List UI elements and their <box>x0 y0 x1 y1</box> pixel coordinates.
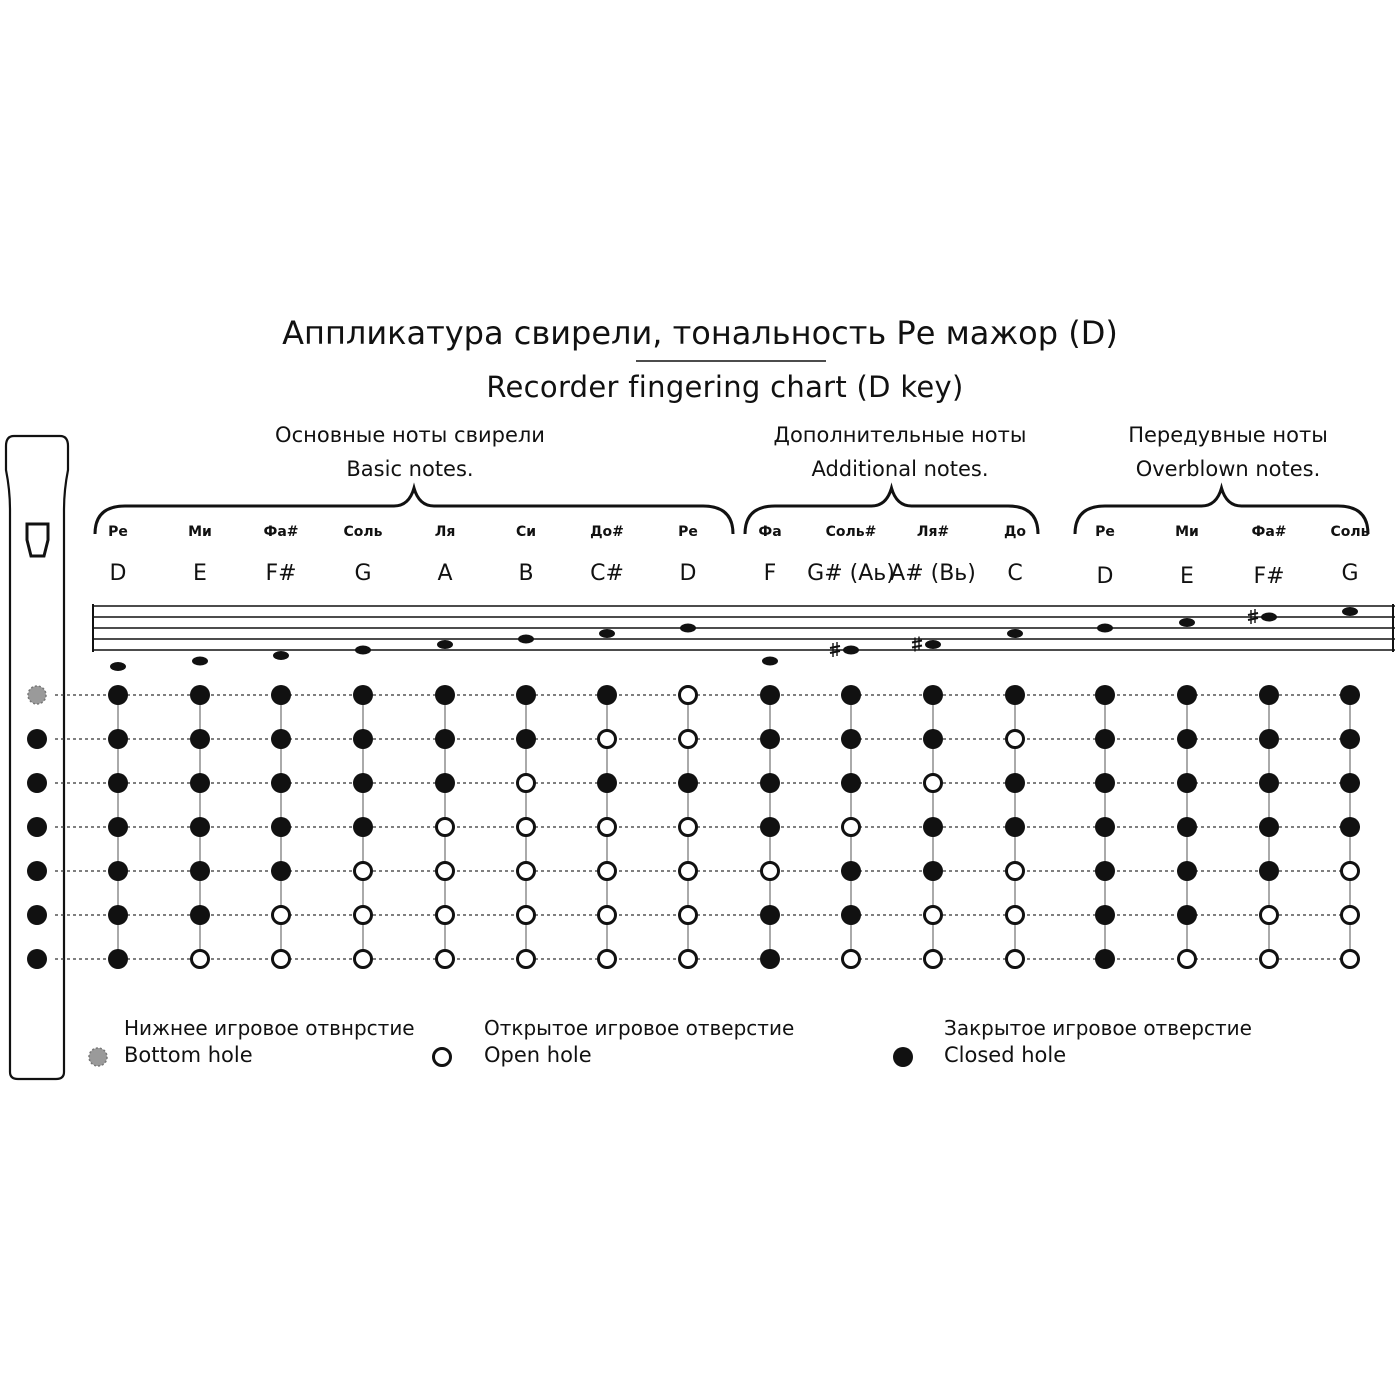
note-label-ru: Ре <box>108 524 128 540</box>
staff-note-head <box>1342 607 1358 616</box>
closed-hole <box>760 817 780 837</box>
note-label-en: E <box>193 561 207 586</box>
open-hole <box>1342 907 1359 924</box>
fingering-column <box>353 685 373 968</box>
group-overblown-en: Overblown notes. <box>1135 457 1321 481</box>
legend-open-ru: Открытое игровое отверстие <box>484 1016 795 1040</box>
open-hole <box>762 863 779 880</box>
closed-hole <box>923 685 943 705</box>
note-label-ru: Ми <box>1175 524 1199 540</box>
open-hole <box>680 731 697 748</box>
closed-hole <box>760 949 780 969</box>
note-label-en: D <box>679 561 697 586</box>
note-label-ru: Ре <box>678 524 698 540</box>
recorder-window-icon <box>27 524 48 556</box>
closed-hole <box>190 905 210 925</box>
closed-hole <box>1005 685 1025 705</box>
closed-hole <box>1259 729 1279 749</box>
note-label-en: C# <box>590 561 624 586</box>
closed-hole <box>435 729 455 749</box>
legend-open-hole-icon <box>434 1049 451 1066</box>
closed-hole <box>1340 773 1360 793</box>
closed-hole <box>271 861 291 881</box>
open-hole <box>273 951 290 968</box>
closed-hole <box>1095 949 1115 969</box>
note-label-ru: Соль <box>343 524 383 540</box>
closed-hole <box>1177 817 1197 837</box>
staff-note-head <box>1007 629 1023 638</box>
closed-hole <box>108 729 128 749</box>
fingering-column <box>435 685 455 968</box>
closed-hole <box>108 685 128 705</box>
open-hole <box>1342 863 1359 880</box>
recorder-bottom-hole <box>28 686 46 704</box>
staff-note-head <box>925 640 941 649</box>
open-hole <box>680 687 697 704</box>
open-hole <box>437 819 454 836</box>
staff-note-head <box>273 651 289 660</box>
recorder-finger-hole <box>27 817 47 837</box>
note-label-en: C <box>1007 561 1023 586</box>
closed-hole <box>1095 729 1115 749</box>
staff-note-head <box>192 657 208 666</box>
open-hole <box>437 907 454 924</box>
open-hole <box>192 951 209 968</box>
open-hole <box>1007 907 1024 924</box>
open-hole <box>273 907 290 924</box>
fingering-column <box>108 685 128 969</box>
staff-note-head <box>843 646 859 655</box>
staff-note-head <box>518 635 534 644</box>
note-label-en: F <box>763 561 777 586</box>
open-hole <box>1179 951 1196 968</box>
staff-note-head <box>110 662 126 671</box>
closed-hole <box>597 685 617 705</box>
closed-hole <box>1095 817 1115 837</box>
closed-hole <box>108 905 128 925</box>
note-label-en: D <box>1096 564 1114 589</box>
closed-hole <box>841 861 861 881</box>
closed-hole <box>1095 905 1115 925</box>
fingering-grid <box>55 685 1360 969</box>
open-hole <box>599 863 616 880</box>
closed-hole <box>271 817 291 837</box>
fingering-column <box>597 685 617 968</box>
recorder-finger-hole <box>27 861 47 881</box>
closed-hole <box>190 861 210 881</box>
open-hole <box>355 863 372 880</box>
closed-hole <box>1005 817 1025 837</box>
closed-hole <box>353 817 373 837</box>
recorder-finger-hole <box>27 773 47 793</box>
closed-hole <box>760 773 780 793</box>
closed-hole <box>1177 773 1197 793</box>
open-hole <box>599 907 616 924</box>
open-hole <box>355 907 372 924</box>
closed-hole <box>1340 685 1360 705</box>
legend-bottom-ru: Нижнее игровое отвнрстие <box>124 1016 415 1040</box>
music-staff <box>93 604 1395 671</box>
note-label-ru: До# <box>590 524 624 540</box>
open-hole <box>518 775 535 792</box>
open-hole <box>925 951 942 968</box>
recorder-finger-hole <box>27 949 47 969</box>
closed-hole <box>435 773 455 793</box>
open-hole <box>599 731 616 748</box>
closed-hole <box>190 729 210 749</box>
open-hole <box>1342 951 1359 968</box>
closed-hole <box>516 685 536 705</box>
group-additional-ru: Дополнительные ноты <box>773 423 1027 447</box>
closed-hole <box>271 773 291 793</box>
note-label-en: G <box>354 561 372 586</box>
open-hole <box>599 951 616 968</box>
legend-bottom-en: Bottom hole <box>124 1043 253 1067</box>
open-hole <box>925 775 942 792</box>
fingering-column <box>271 685 291 968</box>
staff-note-head <box>1179 618 1195 627</box>
closed-hole <box>435 685 455 705</box>
fingering-column <box>190 685 210 968</box>
fingering-column <box>1005 685 1025 968</box>
open-hole <box>518 951 535 968</box>
open-hole <box>843 951 860 968</box>
open-hole <box>355 951 372 968</box>
closed-hole <box>108 773 128 793</box>
note-label-ru: Соль <box>1330 524 1370 540</box>
open-hole <box>518 819 535 836</box>
closed-hole <box>841 773 861 793</box>
fingering-column <box>1095 685 1115 969</box>
note-label-ru: Фа# <box>1251 524 1287 540</box>
recorder-finger-hole <box>27 905 47 925</box>
closed-hole <box>353 773 373 793</box>
note-label-en: A <box>437 561 453 586</box>
fingering-column <box>923 685 943 968</box>
title-english: Recorder fingering chart (D key) <box>486 370 964 404</box>
recorder-finger-hole <box>27 729 47 749</box>
fingering-column <box>1340 685 1360 968</box>
note-label-en: A# (Вь) <box>890 561 976 586</box>
note-label-ru: Соль# <box>825 524 877 540</box>
staff-note-head <box>762 657 778 666</box>
closed-hole <box>108 817 128 837</box>
closed-hole <box>271 685 291 705</box>
note-label-ru: Си <box>515 524 537 540</box>
open-hole <box>437 863 454 880</box>
legend-closed-hole-icon <box>893 1047 913 1067</box>
open-hole <box>925 907 942 924</box>
staff-note-head <box>437 640 453 649</box>
staff-note-head <box>355 646 371 655</box>
closed-hole <box>1259 773 1279 793</box>
note-label-en: G# (Аь) <box>807 561 895 586</box>
open-hole <box>518 907 535 924</box>
closed-hole <box>190 817 210 837</box>
closed-hole <box>923 817 943 837</box>
fingering-column <box>760 685 780 969</box>
note-label-ru: Ре <box>1095 524 1115 540</box>
closed-hole <box>1177 905 1197 925</box>
note-label-en: G <box>1341 561 1359 586</box>
closed-hole <box>1177 861 1197 881</box>
closed-hole <box>678 773 698 793</box>
legend-open-en: Open hole <box>484 1043 592 1067</box>
closed-hole <box>760 905 780 925</box>
closed-hole <box>1259 861 1279 881</box>
open-hole <box>680 907 697 924</box>
closed-hole <box>108 861 128 881</box>
title-russian: Аппликатура свирели, тональность Ре мажор (D) <box>282 314 1118 352</box>
closed-hole <box>1259 685 1279 705</box>
staff-note-head <box>680 624 696 633</box>
note-label-en: E <box>1180 564 1194 589</box>
closed-hole <box>923 729 943 749</box>
note-label-ru: Ля <box>434 524 456 540</box>
staff-note-head <box>599 629 615 638</box>
closed-hole <box>353 685 373 705</box>
closed-hole <box>1095 685 1115 705</box>
note-label-ru: До <box>1003 524 1027 540</box>
group-additional-en: Additional notes. <box>811 457 989 481</box>
fingering-column <box>678 687 698 968</box>
open-hole <box>843 819 860 836</box>
closed-hole <box>1259 817 1279 837</box>
closed-hole <box>841 685 861 705</box>
open-hole <box>437 951 454 968</box>
closed-hole <box>1095 773 1115 793</box>
group-basic-label <box>150 418 670 486</box>
note-label-en: F# <box>265 561 297 586</box>
legend-closed-en: Closed hole <box>944 1043 1067 1067</box>
legend-bottom-hole-icon <box>89 1048 107 1066</box>
fingering-column <box>516 685 536 968</box>
note-label-ru: Фа <box>758 524 782 540</box>
closed-hole <box>841 905 861 925</box>
note-label-en: D <box>109 561 127 586</box>
closed-hole <box>190 685 210 705</box>
note-label-ru: Ми <box>188 524 212 540</box>
open-hole <box>1007 951 1024 968</box>
closed-hole <box>841 729 861 749</box>
open-hole <box>680 951 697 968</box>
recorder-drawing <box>6 436 68 1079</box>
fingering-column <box>841 685 861 968</box>
closed-hole <box>271 729 291 749</box>
open-hole <box>680 819 697 836</box>
legend-closed-ru: Закрытое игровое отверстие <box>944 1016 1252 1040</box>
closed-hole <box>1340 729 1360 749</box>
open-hole <box>599 819 616 836</box>
closed-hole <box>1095 861 1115 881</box>
closed-hole <box>190 773 210 793</box>
fingering-column <box>1177 685 1197 968</box>
group-basic-ru: Основные ноты свирели <box>275 423 545 447</box>
closed-hole <box>760 685 780 705</box>
open-hole <box>1007 863 1024 880</box>
group-overblown-label <box>968 418 1400 486</box>
open-hole <box>1261 907 1278 924</box>
open-hole <box>1007 731 1024 748</box>
note-label-ru: Ля# <box>916 524 950 540</box>
closed-hole <box>108 949 128 969</box>
open-hole <box>518 863 535 880</box>
fingering-column <box>1259 685 1279 968</box>
note-label-en: B <box>518 561 534 586</box>
closed-hole <box>1340 817 1360 837</box>
closed-hole <box>516 729 536 749</box>
note-label-en: F# <box>1253 564 1285 589</box>
group-basic-en: Basic notes. <box>346 457 474 481</box>
staff-note-head <box>1261 613 1277 622</box>
closed-hole <box>597 773 617 793</box>
closed-hole <box>1177 729 1197 749</box>
open-hole <box>680 863 697 880</box>
closed-hole <box>923 861 943 881</box>
staff-note-head <box>1097 624 1113 633</box>
closed-hole <box>760 729 780 749</box>
note-label-ru: Фа# <box>263 524 299 540</box>
closed-hole <box>1177 685 1197 705</box>
group-overblown-ru: Передувные ноты <box>1128 423 1328 447</box>
closed-hole <box>1005 773 1025 793</box>
closed-hole <box>353 729 373 749</box>
open-hole <box>1261 951 1278 968</box>
